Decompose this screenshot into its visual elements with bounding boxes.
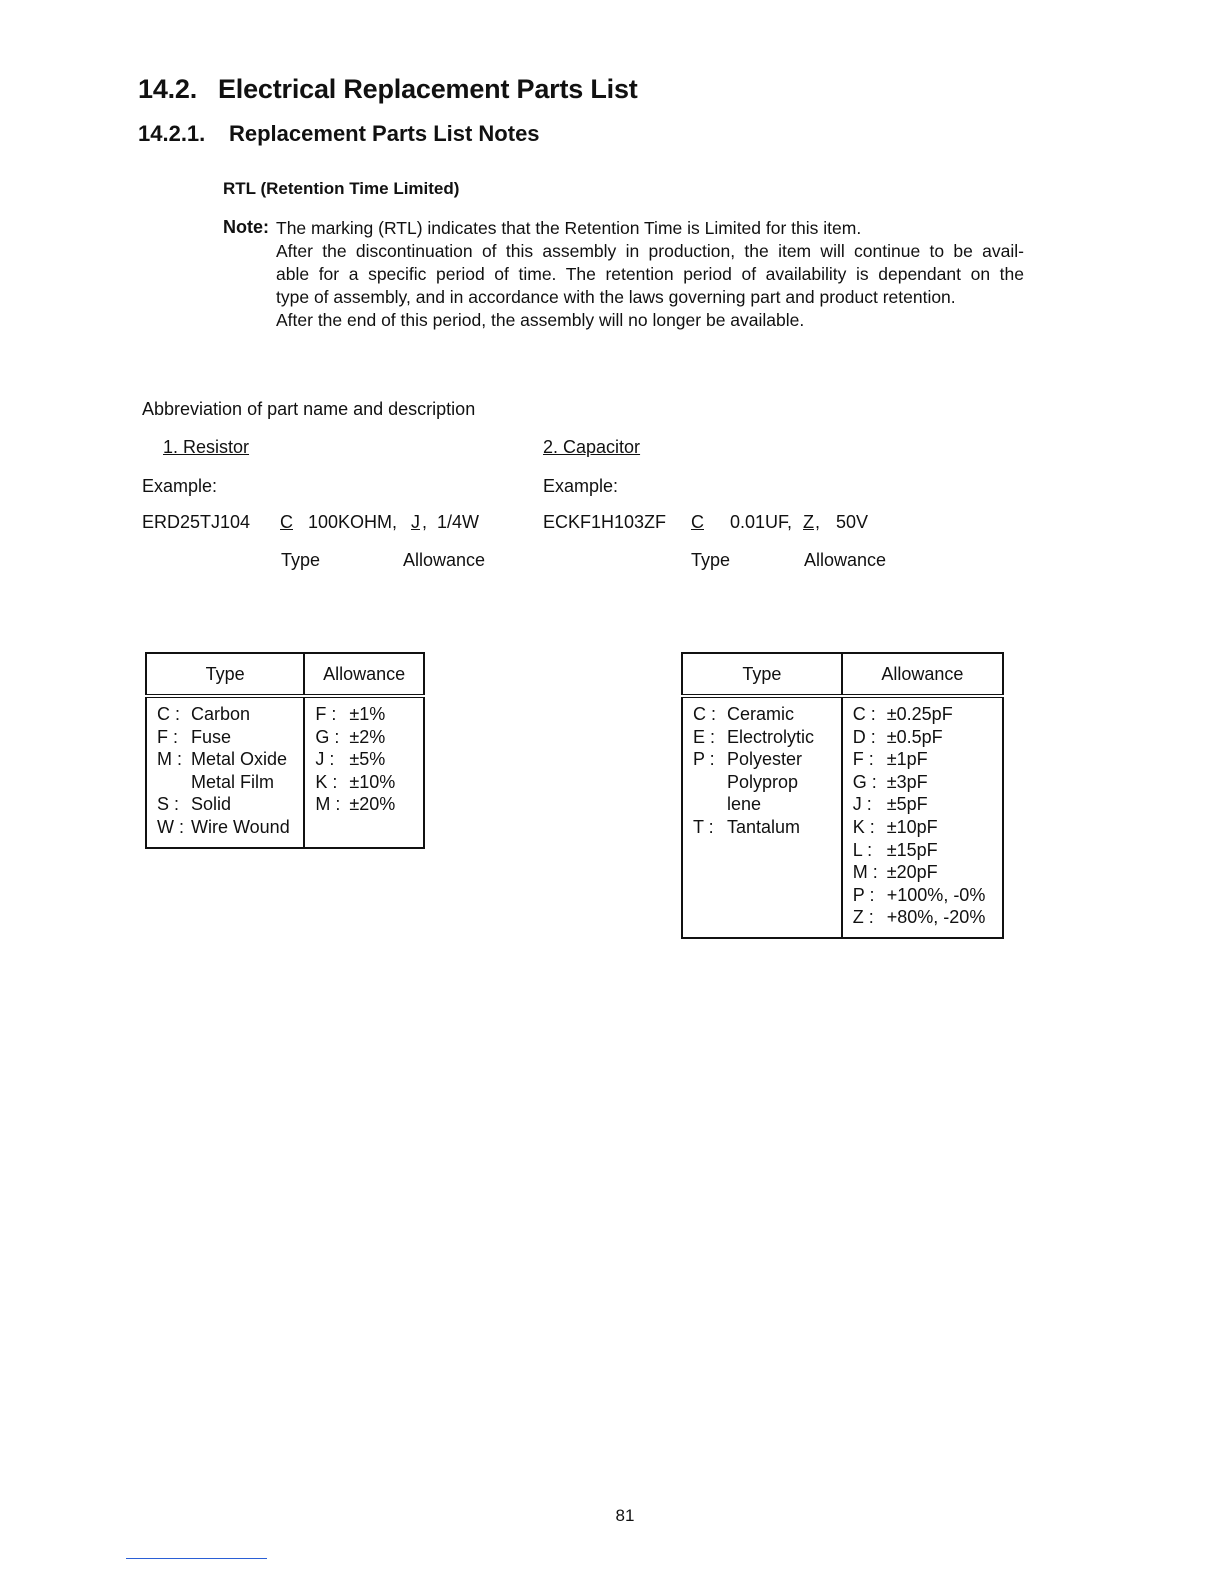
comma: , (422, 512, 428, 532)
list-item: G : ±3pF (852, 771, 928, 792)
capacitor-example-label: Example: (543, 476, 619, 496)
note-line: The marking (RTL) indicates that the Retention Time is Limited for this item. (276, 218, 862, 238)
capacitor-type-caption: Type (691, 550, 731, 570)
type-list (682, 696, 842, 938)
column-header-allowance: Allowance (842, 653, 1003, 696)
type-list (146, 696, 304, 848)
rtl-title: RTL (Retention Time Limited) (223, 179, 460, 198)
list-item: Z : +80%, -20% (852, 907, 986, 928)
comma: , (815, 512, 821, 532)
resistor-type-caption: Type (281, 550, 321, 570)
column-header-allowance: Allowance (304, 653, 424, 696)
column-header-type: Type (146, 653, 304, 696)
list-item: C : Carbon (157, 704, 251, 724)
allowance-list (842, 696, 1003, 938)
capacitor-heading: 2. Capacitor (543, 437, 641, 457)
list-item: W : Wire Wound (157, 816, 290, 837)
list-item: Polyprop (727, 771, 799, 792)
footer-rule (126, 1558, 267, 1559)
resistor-heading: 1. Resistor (163, 437, 250, 457)
capacitor-allowance-caption: Allowance (804, 550, 887, 570)
list-item: E : Electrolytic (693, 726, 815, 747)
list-item: L : ±15pF (852, 839, 938, 860)
section-number: 14.2. (138, 74, 198, 104)
list-item: K : ±10pF (852, 816, 938, 837)
list-item: F : Fuse (157, 726, 232, 747)
capacitor-rating: 50V (836, 512, 869, 532)
note-line: After the discontinuation of this assembly in production, the item will continue to be avail- (276, 241, 1024, 261)
capacitor-type-code: C (691, 512, 704, 532)
list-item: M : ±20% (315, 794, 396, 815)
resistor-rating: 1/4W (437, 512, 480, 532)
allowance-list (304, 696, 424, 848)
list-item: J : ±5pF (852, 794, 928, 815)
section-title: Electrical Replacement Parts List (218, 74, 638, 104)
resistor-code-table (145, 652, 425, 849)
note-line: type of assembly, and in accordance with the laws governing part and product retention. (276, 287, 956, 307)
resistor-allowance-code: J (411, 512, 420, 532)
section-heading (138, 74, 638, 105)
list-item: Metal Film (191, 771, 275, 792)
note-line: After the end of this period, the assembly will no longer be available. (276, 310, 805, 330)
capacitor-part-number: ECKF1H103ZF (543, 512, 667, 532)
list-item: P : Polyester (693, 749, 803, 770)
capacitor-value: 0.01UF, (730, 512, 793, 532)
list-item: lene (727, 794, 762, 815)
list-item: T : Tantalum (693, 816, 801, 837)
resistor-part-number: ERD25TJ104 (142, 512, 251, 532)
list-item: C : ±0.25pF (852, 704, 953, 724)
list-item: D : ±0.5pF (852, 726, 943, 747)
capacitor-code-table (681, 652, 1004, 939)
subsection-title: Replacement Parts List Notes (229, 121, 540, 146)
list-item: P : +100%, -0% (852, 884, 986, 905)
column-header-type: Type (682, 653, 842, 696)
list-item: G : ±2% (315, 726, 386, 747)
resistor-value: 100KOHM, (308, 512, 398, 532)
abbreviation-title: Abbreviation of part name and description (142, 399, 476, 419)
list-item: F : ±1% (315, 704, 386, 724)
list-item: K : ±10% (315, 771, 396, 792)
list-item: S : Solid (157, 794, 232, 815)
page-number: 81 (615, 1506, 635, 1525)
resistor-allowance-caption: Allowance (403, 550, 486, 570)
list-item: C : Ceramic (693, 704, 795, 724)
note-label: Note: (223, 217, 269, 237)
list-item: F : ±1pF (852, 749, 928, 770)
subsection-number: 14.2.1. (138, 121, 206, 146)
resistor-type-code: C (280, 512, 293, 532)
subsection-heading (138, 121, 540, 147)
note-body (276, 217, 1024, 332)
capacitor-allowance-code: Z (803, 512, 814, 532)
list-item: M : Metal Oxide (157, 749, 288, 770)
resistor-example-label: Example: (142, 476, 218, 496)
list-item: J : ±5% (315, 749, 386, 770)
note-line: able for a specific period of time. The retention period of availability is dependant on the (276, 264, 1024, 284)
list-item: M : ±20pF (852, 862, 938, 883)
